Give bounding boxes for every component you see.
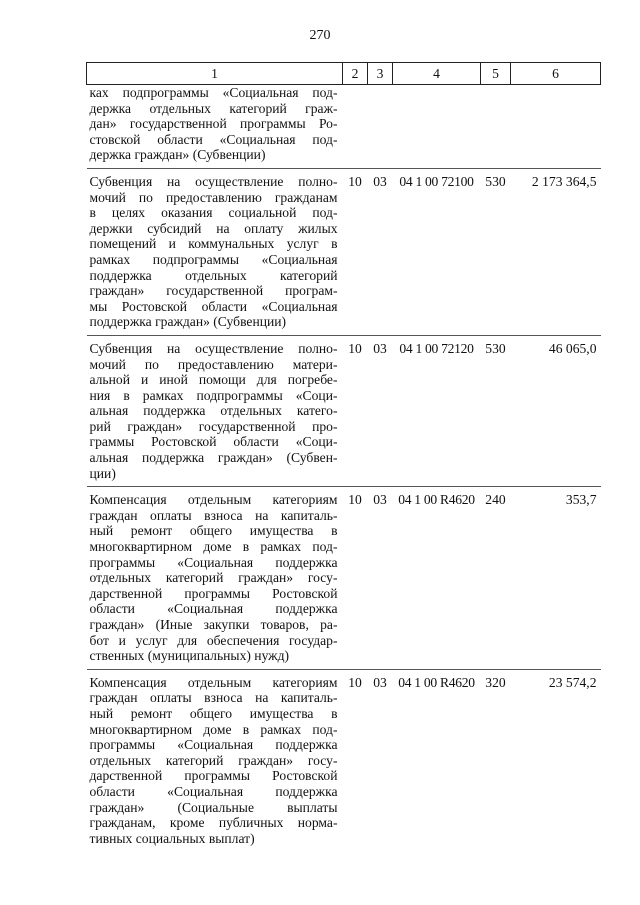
description-line: стовской области «Социальная под- <box>89 131 338 147</box>
subsection-code: 03 <box>373 674 387 690</box>
header-col-3: 3 <box>368 63 393 85</box>
row-description <box>87 669 343 846</box>
description-line: Субвенция на осуществление полно- <box>89 173 338 189</box>
description-line: тивных социальных выплат) <box>89 830 255 846</box>
description-line: мочий по предоставлению матери- <box>89 356 338 372</box>
amount: 2 173 364,5 <box>511 168 601 335</box>
table-row <box>87 487 601 670</box>
description-line: Компенсация отдельным категориям <box>89 674 338 690</box>
target-article-code <box>393 85 481 169</box>
description-line: программы «Социальная поддержка <box>89 554 338 570</box>
description-line: ственных (муниципальных) нужд) <box>89 648 290 664</box>
subsection-code: 03 <box>368 487 393 670</box>
description-line: ции) <box>89 465 116 481</box>
expense-type-code: 320 <box>485 674 506 690</box>
description-line: дан» государственной программы Ро- <box>89 116 338 132</box>
description-line: рамках подпрограммы «Социальная <box>89 251 338 267</box>
description-line: ный ремонт общего имущества в <box>89 523 338 539</box>
header-col-2: 2 <box>343 63 368 85</box>
table-row <box>87 85 601 169</box>
description-line: граждан» (Иные закупки товаров, ра- <box>89 617 338 632</box>
amount <box>511 85 601 169</box>
description-line: области «Социальная поддержка <box>89 783 338 799</box>
description-line: ках подпрограммы «Социальная под- <box>89 85 338 100</box>
description-line: дарственной программы Ростовской <box>89 585 338 601</box>
header-col-4: 4 <box>393 63 481 85</box>
subsection-code: 03 <box>368 335 393 486</box>
table-row <box>87 335 601 486</box>
row-description <box>87 85 343 169</box>
row-description <box>87 168 343 335</box>
description-line: граждан» государственной програм- <box>89 283 338 299</box>
description-line: Субвенция на осуществление полно- <box>89 340 338 356</box>
description-line: отдельных категорий граждан» госу- <box>89 570 338 586</box>
section-code: 10 <box>343 335 368 486</box>
amount: 46 065,0 <box>511 335 601 486</box>
description-line: ный ремонт общего имущества в <box>89 705 338 721</box>
expense-type-code: 240 <box>481 487 511 670</box>
description-line: граждан оплаты взноса на капиталь- <box>89 507 338 523</box>
target-article-code: 04 1 00 72120 <box>393 335 481 486</box>
table-row <box>87 669 601 846</box>
header-col-6: 6 <box>511 63 601 85</box>
description-line: в целях оказания социальной под- <box>89 205 338 221</box>
budget-table <box>86 62 601 846</box>
header-col-5: 5 <box>481 63 511 85</box>
subsection-code <box>368 85 393 169</box>
description-line: гражданам, кроме публичных норма- <box>89 815 338 831</box>
description-line: граждан оплаты взноса на капиталь- <box>89 690 338 706</box>
description-line: многоквартирном доме в рамках под- <box>89 539 338 555</box>
description-line: граждан» (Социальные выплаты <box>89 799 338 815</box>
page-number: 270 <box>309 28 331 43</box>
description-line: поддержка отдельных категорий <box>89 267 338 283</box>
description-line: держка граждан» (Субвенции) <box>89 147 266 163</box>
description-line: граммы Ростовской области «Соци- <box>89 434 338 450</box>
description-line: держки субсидий на оплату жилых <box>89 220 338 236</box>
header-col-1: 1 <box>87 63 343 85</box>
description-line: поддержка граждан» (Субвенции) <box>89 314 287 330</box>
amount: 353,7 <box>511 487 601 670</box>
description-line: программы «Социальная поддержка <box>89 737 338 753</box>
section-code: 10 <box>343 168 368 335</box>
description-line: ния в рамках подпрограммы «Соци- <box>89 387 338 403</box>
subsection-code: 03 <box>368 168 393 335</box>
expense-type-code: 530 <box>481 335 511 486</box>
description-line: помещений и коммунальных услуг в <box>89 236 338 252</box>
target-article-code: 04 1 00 R4620 <box>393 487 481 670</box>
description-line: альная поддержка граждан» (Субвен- <box>89 450 338 466</box>
description-line: дарственной программы Ростовской <box>89 768 338 784</box>
section-code: 10 <box>348 674 362 690</box>
table-header-row <box>87 63 601 85</box>
description-line: многоквартирном доме в рамках под- <box>89 721 338 737</box>
row-description <box>87 487 343 670</box>
target-article-code: 04 1 00 72100 <box>393 168 481 335</box>
target-article-code: 04 1 00 R4620 <box>398 674 475 690</box>
description-line: бот и услуг для обеспечения государ- <box>89 632 338 648</box>
table-row <box>87 168 601 335</box>
description-line: отдельных категорий граждан» госу- <box>89 752 338 768</box>
section-code <box>343 85 368 169</box>
description-line: области «Социальная поддержка <box>89 601 338 617</box>
amount: 23 574,2 <box>548 674 597 690</box>
description-line: мы Ростовской области «Социальная <box>89 298 338 314</box>
description-line: рий граждан» государственной про- <box>89 418 338 434</box>
expense-type-code: 530 <box>481 168 511 335</box>
description-line: держка отдельных категорий граж- <box>89 100 338 116</box>
description-line: Компенсация отдельным категориям <box>89 492 338 508</box>
section-code: 10 <box>343 487 368 670</box>
expense-type-code <box>481 85 511 169</box>
description-line: мочий по предоставлению гражданам <box>89 189 338 205</box>
description-line: альная поддержка отдельных катего- <box>89 403 338 419</box>
row-description <box>87 335 343 486</box>
description-line: альной и иной помощи для погребе- <box>89 372 338 388</box>
